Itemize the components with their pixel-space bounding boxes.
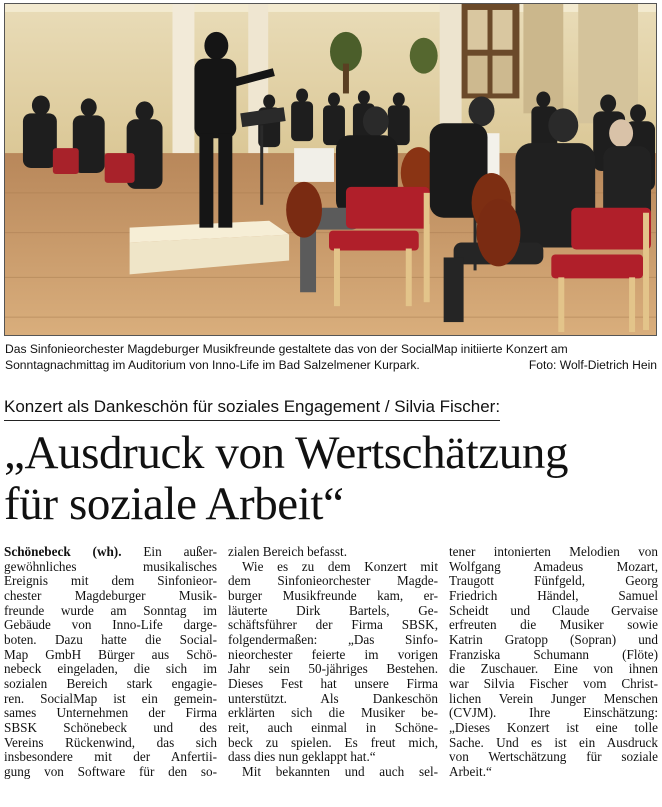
column-line: gewöhnliches musikalisches: [4, 558, 217, 574]
column-line: Vereins Rückenwind, das sich: [4, 734, 217, 750]
column-line: war Silvia Fischer vom Christ-: [449, 675, 658, 691]
dateline: Schönebeck (wh).: [4, 544, 122, 559]
column-line: Jahr sein 50-jähriges Bestehen.: [228, 661, 438, 677]
column-line-text: Ein außer-: [121, 544, 217, 559]
column-line: chester Magdeburger Musik-: [4, 587, 217, 603]
column-line: Friedrich Händel, Samuel: [449, 587, 658, 603]
column-line: Mit bekannten und auch sel-: [242, 763, 438, 779]
orchestra-photo-illustration: [5, 4, 656, 335]
photo-credit: Foto: Wolf-Dietrich Hein: [528, 358, 657, 372]
column-line: insbesondere mit der Anfertii-: [4, 749, 217, 765]
headline-line-2: für soziale Arbeit“: [4, 478, 344, 530]
article-column-2: [228, 545, 438, 780]
column-line: sozialen Bereich stark engagie-: [4, 675, 217, 691]
column-line: läuterte Dirk Bartels, Ge-: [228, 602, 438, 618]
article-headline: [4, 428, 660, 530]
column-line: Gebäude von Inno-Life darge-: [4, 617, 217, 633]
column-line: erfreuten die Musiker sowie: [449, 617, 658, 633]
column-line: lichen Verein Junger Menschen: [449, 690, 658, 706]
column-line: (CVJM). Ihre Einschätzung:: [449, 705, 658, 721]
caption-text: Sonntagnachmittag im Auditorium von Inno-Life im Bad Salzelmener Kurpark.: [5, 358, 420, 372]
column-line: die Zuschauer. Eine von ihnen: [449, 661, 658, 677]
column-line: Scheidt und Claude Gervaise: [449, 602, 658, 618]
caption-line-1: Das Sinfonieorchester Magdeburger Musikfreunde gestaltete das von der SocialMap initiierte Konzert am: [5, 342, 568, 356]
column-line: folgendermaßen: „Das Sinfo-: [228, 631, 438, 647]
column-line: Sache. Und es ist ein Ausdruck: [449, 734, 658, 750]
column-line: Traugott Fünfgeld, Georg: [449, 573, 658, 589]
column-line: SBSK Schönebeck und des: [4, 719, 217, 735]
column-line: nieorchester feierte im vorigen: [228, 646, 438, 662]
column-line: Ereignis mit dem Sinfonieor-: [4, 573, 217, 589]
article-column-3: [449, 545, 658, 780]
column-line: dem Sinfonieorchester Magde-: [228, 573, 438, 589]
column-line: zialen Bereich befasst.: [228, 544, 347, 559]
column-line: burger Musikfreunde kam, er-: [228, 587, 438, 603]
column-line: Dieses Fest hat unsere Firma: [228, 675, 438, 691]
column-line: schäftsführer der Firma SBSK,: [228, 617, 438, 633]
article-column-1: [4, 545, 217, 780]
column-line: „Dieses Konzert ist eine tolle: [449, 719, 658, 735]
column-line: freunde wurde am Sonntag im: [4, 602, 217, 618]
column-line: Wolfgang Amadeus Mozart,: [449, 558, 658, 574]
column-line: von Wertschätzung für soziale: [449, 749, 658, 765]
headline-line-1: „Ausdruck von Wertschätzung: [4, 427, 569, 479]
column-line: gung von Software für den so-: [4, 763, 217, 779]
orchestra-concert-photo: [4, 3, 657, 336]
column-line: dass dies nun geklappt hat.“: [228, 749, 376, 765]
caption-line-2: [5, 357, 657, 373]
column-line: nebeck eingeladen, die sich im: [4, 661, 217, 677]
column-line: reit, auch einmal in Schöne-: [228, 719, 438, 735]
column-line: sames Unternehmen der Firma: [4, 705, 217, 721]
column-line: Katrin Gratopp (Sopran) und: [449, 631, 658, 647]
column-line: Arbeit.“: [449, 763, 492, 779]
column-line: beck zu spielen. Es freut mich,: [228, 734, 438, 750]
column-line: Wie es zu dem Konzert mit: [242, 558, 438, 574]
column-line: boten. Dazu hatte die Social-: [4, 631, 217, 647]
column-line: Franziska Schumann (Flöte): [449, 646, 658, 662]
column-line: Map GmbH Bürger aus Schö-: [4, 646, 217, 662]
article-kicker: Konzert als Dankeschön für soziales Engagement / Silvia Fischer:: [4, 396, 500, 421]
column-line: ren. SocialMap ist ein gemein-: [4, 690, 217, 706]
column-line: tener intonierten Melodien von: [449, 544, 658, 559]
column-line: erklärten sich die Musiker be-: [228, 705, 438, 721]
column-line: unterstützt. Als Dankeschön: [228, 690, 438, 706]
photo-caption: [5, 341, 657, 373]
column-line: [4, 545, 217, 560]
